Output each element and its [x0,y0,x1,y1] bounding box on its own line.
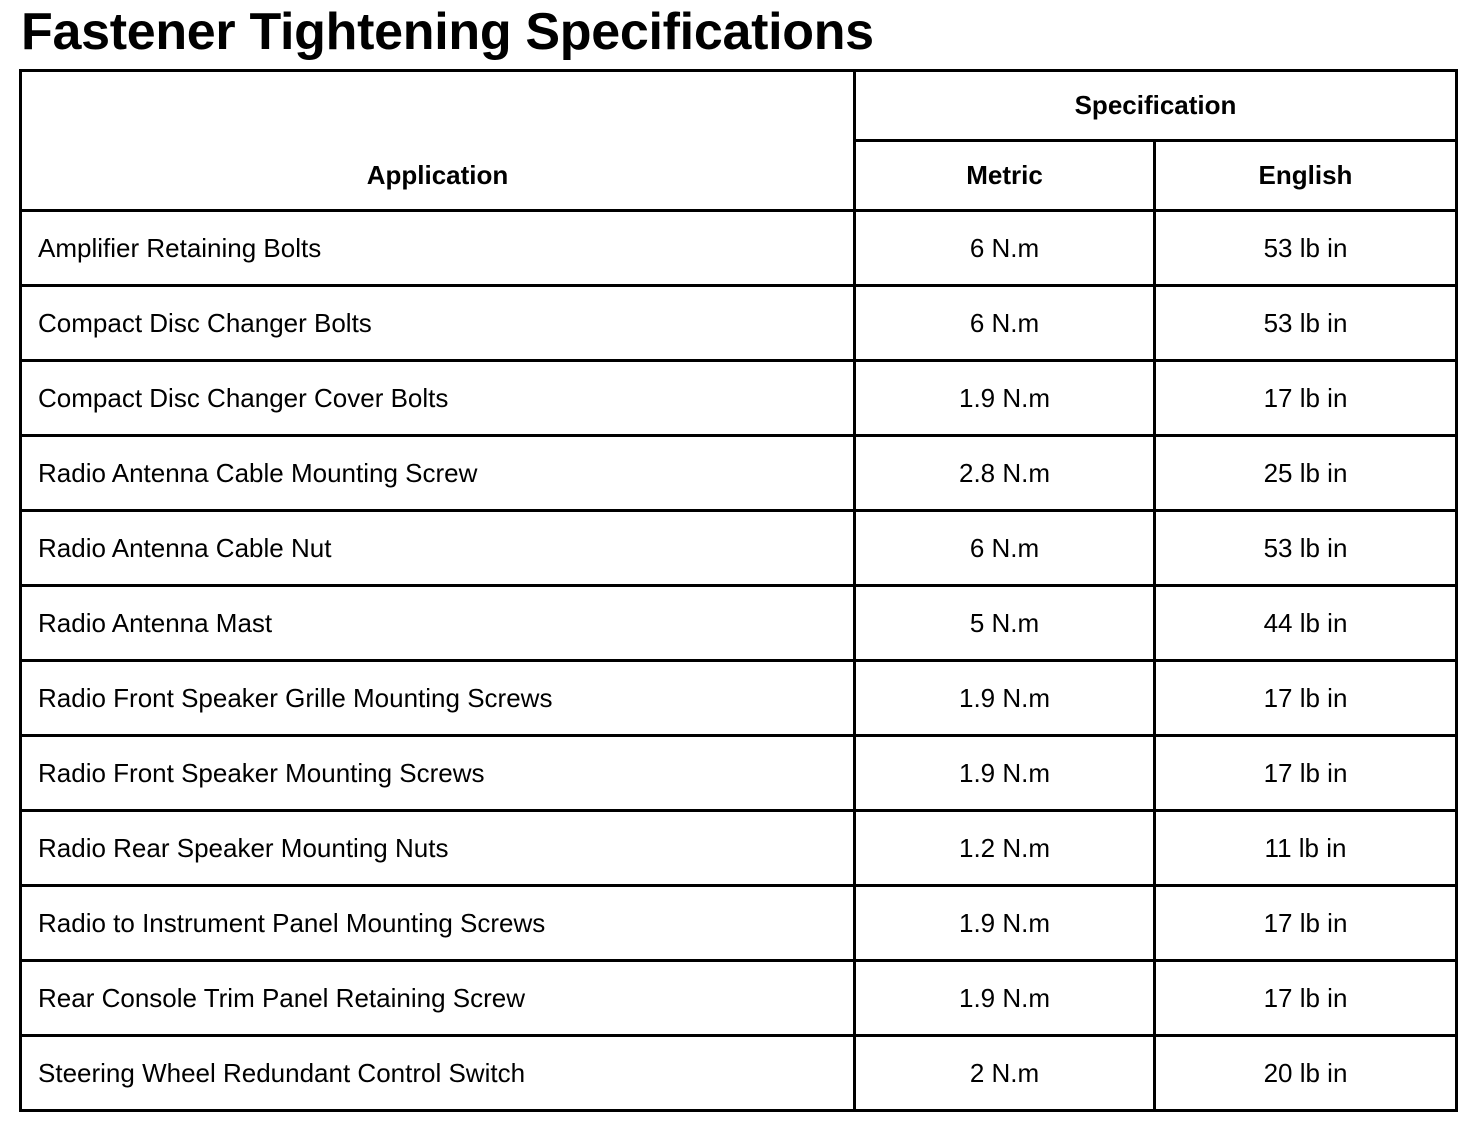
metric-cell: 1.9 N.m [855,961,1155,1036]
table-row [21,886,1457,961]
application-cell: Radio Antenna Cable Mounting Screw [21,436,855,511]
english-cell: 25 lb in [1155,436,1457,511]
metric-cell: 1.9 N.m [855,361,1155,436]
table-row [21,211,1457,286]
metric-cell: 1.9 N.m [855,886,1155,961]
metric-cell: 5 N.m [855,586,1155,661]
application-cell: Radio Rear Speaker Mounting Nuts [21,811,855,886]
table-row [21,286,1457,361]
application-cell: Compact Disc Changer Bolts [21,286,855,361]
metric-cell: 2 N.m [855,1036,1155,1111]
table-row [21,961,1457,1036]
application-cell: Radio to Instrument Panel Mounting Screws [21,886,855,961]
table-row [21,361,1457,436]
metric-cell: 6 N.m [855,511,1155,586]
table-row [21,736,1457,811]
application-cell: Steering Wheel Redundant Control Switch [21,1036,855,1111]
english-cell: 53 lb in [1155,286,1457,361]
application-cell: Radio Front Speaker Grille Mounting Screws [21,661,855,736]
english-cell: 53 lb in [1155,511,1457,586]
english-cell: 53 lb in [1155,211,1457,286]
table-header [21,71,1457,211]
english-cell: 17 lb in [1155,961,1457,1036]
table-row [21,661,1457,736]
english-cell: 20 lb in [1155,1036,1457,1111]
header-specification: Specification [855,71,1457,141]
metric-cell: 6 N.m [855,211,1155,286]
application-cell: Radio Antenna Cable Nut [21,511,855,586]
table-row [21,436,1457,511]
table-row [21,1036,1457,1111]
table-body [21,211,1457,1111]
application-cell: Radio Antenna Mast [21,586,855,661]
english-cell: 17 lb in [1155,361,1457,436]
metric-cell: 2.8 N.m [855,436,1155,511]
header-row-top [21,71,1457,141]
application-cell: Rear Console Trim Panel Retaining Screw [21,961,855,1036]
english-cell: 17 lb in [1155,886,1457,961]
table-row [21,511,1457,586]
english-cell: 17 lb in [1155,661,1457,736]
table-row [21,586,1457,661]
table-row [21,811,1457,886]
english-cell: 11 lb in [1155,811,1457,886]
application-cell: Radio Front Speaker Mounting Screws [21,736,855,811]
english-cell: 17 lb in [1155,736,1457,811]
header-english: English [1155,141,1457,211]
english-cell: 44 lb in [1155,586,1457,661]
metric-cell: 1.9 N.m [855,736,1155,811]
application-cell: Compact Disc Changer Cover Bolts [21,361,855,436]
header-application: Application [21,71,855,211]
header-metric: Metric [855,141,1155,211]
metric-cell: 6 N.m [855,286,1155,361]
metric-cell: 1.9 N.m [855,661,1155,736]
metric-cell: 1.2 N.m [855,811,1155,886]
application-cell: Amplifier Retaining Bolts [21,211,855,286]
page-title: Fastener Tightening Specifications [21,3,874,61]
spec-table [19,69,1458,1112]
